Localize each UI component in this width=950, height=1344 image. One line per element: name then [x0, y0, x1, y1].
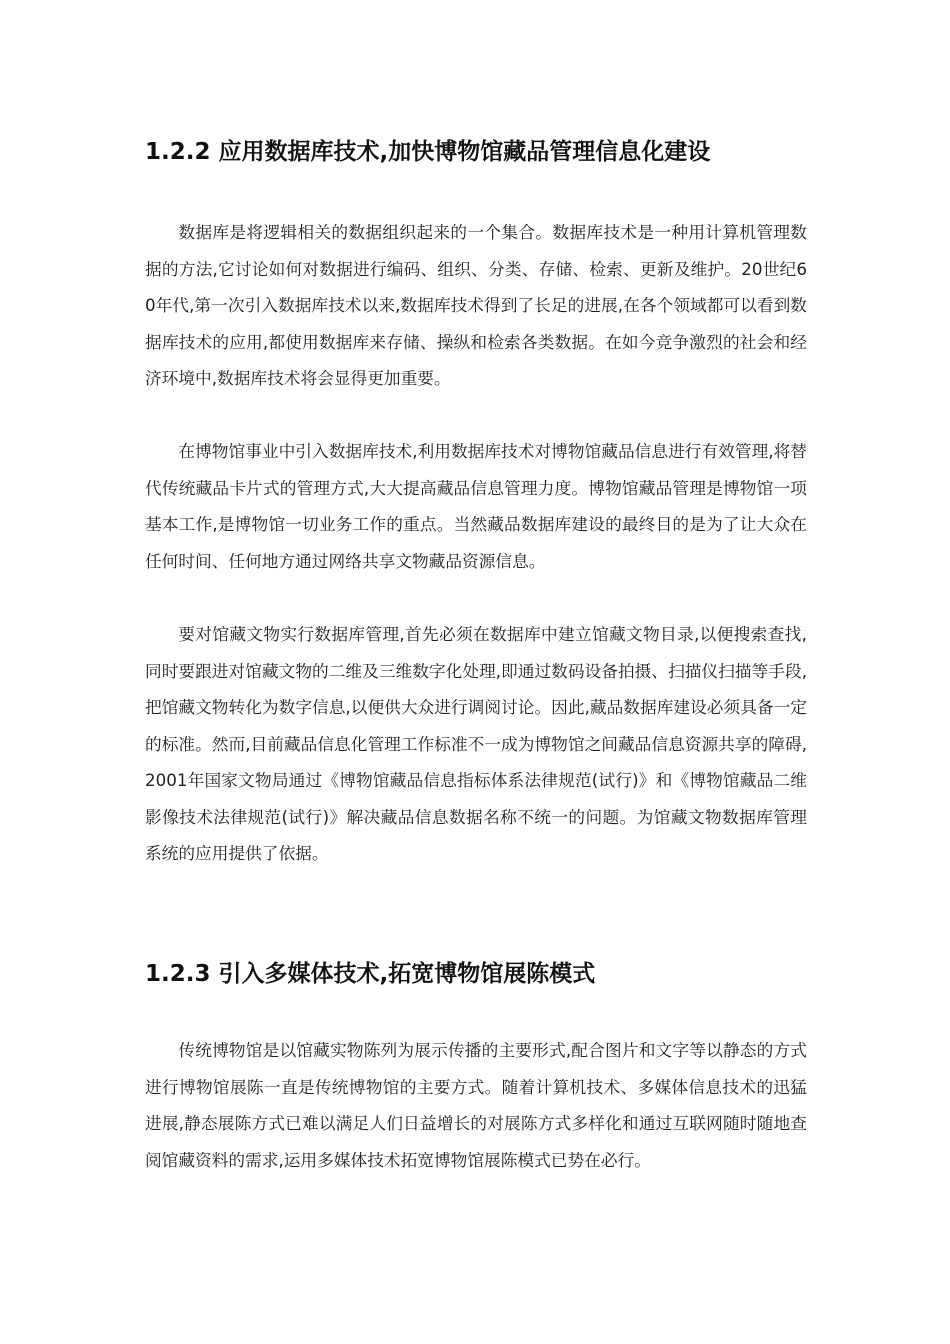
- paragraph-collection-catalog: 要对馆藏文物实行数据库管理,首先必须在数据库中建立馆藏文物目录,以便搜索查找,同时要跟进对馆藏文物的二维及三维数字化处理,即通过数码设备拍摄、扫描仪扫描等手段,把馆藏文物转化为数字信息,以便供大众进行调阅讨论。因此,藏品数据库建设必须具备一定的标准。然而,目前藏品信息化管理工作标准不一成为博物馆之间藏品信息资源共享的障碍,2001年国家文物局通过《博物馆藏品信息指标体系法律规范(试行)》和《博物馆藏品二维影像技术法律规范(试行)》解决藏品信息数据名称不统一的问题。为馆藏文物数据库管理系统的应用提供了依据。: [145, 624, 807, 863]
- paragraph-database-definition: 数据库是将逻辑相关的数据组织起来的一个集合。数据库技术是一种用计算机管理数据的方法,它讨论如何对数据进行编码、组织、分类、存储、检索、更新及维护。20世纪60年代,第一次引入数据库技术以来,数据库技术得到了长足的进展,在各个领域都可以看到数据库技术的应用,都使用数据库来存储、操纵和检索各类数据。在如今竞争激烈的社会和经济环境中,数据库技术将会显得更加重要。: [145, 222, 807, 388]
- section-heading-1-2-3: 1.2.3 引入多媒体技术,拓宽博物馆展陈模式: [145, 961, 596, 987]
- section-heading-1-2-2: 1.2.2 应用数据库技术,加快博物馆藏品管理信息化建设: [145, 139, 711, 165]
- paragraph-multimedia-exhibition: 传统博物馆是以馆藏实物陈列为展示传播的主要形式,配合图片和文字等以静态的方式进行博物馆展陈一直是传统博物馆的主要方式。随着计算机技术、多媒体信息技术的迅猛进展,静态展陈方式已难以满足人们日益增长的对展陈方式多样化和通过互联网随时随地查阅馆藏资料的需求,运用多媒体技术拓宽博物馆展陈模式已势在必行。: [145, 1040, 807, 1170]
- paragraph-museum-database: 在博物馆事业中引入数据库技术,利用数据库技术对博物馆藏品信息进行有效管理,将替代传统藏品卡片式的管理方式,大大提高藏品信息管理力度。博物馆藏品管理是博物馆一项基本工作,是博物馆一切业务工作的重点。当然藏品数据库建设的最终目的是为了让大众在任何时间、任何地方通过网络共享文物藏品资源信息。: [145, 441, 807, 571]
